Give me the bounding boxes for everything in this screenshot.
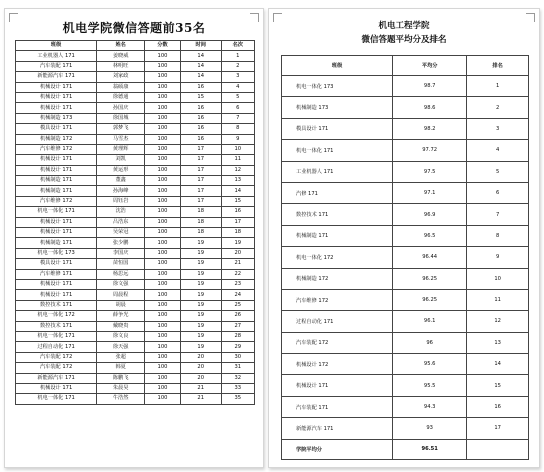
class-cell: 机械设计 171 bbox=[16, 155, 97, 165]
table-row bbox=[16, 155, 255, 165]
rank-cell: 12 bbox=[221, 165, 254, 175]
student-name-cell: 翁硕康 bbox=[97, 82, 145, 92]
time-cell: 19 bbox=[180, 269, 221, 279]
student-name-cell: 杨思远 bbox=[97, 269, 145, 279]
class-cell: 工业机器人 171 bbox=[16, 51, 97, 61]
score-cell: 100 bbox=[145, 196, 181, 206]
rank-cell: 13 bbox=[467, 332, 529, 353]
empty-cell bbox=[467, 439, 529, 459]
student-name-cell: 黄运形 bbox=[97, 165, 145, 175]
average-score-cell: 97.5 bbox=[393, 161, 467, 182]
score-cell: 100 bbox=[145, 342, 181, 352]
rank-cell: 1 bbox=[467, 76, 529, 97]
student-name-cell: 韩夏 bbox=[97, 363, 145, 373]
score-cell: 100 bbox=[145, 331, 181, 341]
time-cell: 20 bbox=[180, 373, 221, 383]
class-cell: 机电一体化 171 bbox=[16, 207, 97, 217]
score-cell: 100 bbox=[145, 311, 181, 321]
score-cell: 100 bbox=[145, 72, 181, 82]
score-cell: 100 bbox=[145, 321, 181, 331]
class-cell: 机械设计 171 bbox=[16, 217, 97, 227]
table-header-row bbox=[16, 41, 255, 51]
class-cell: 模具设计 171 bbox=[16, 259, 97, 269]
table-row bbox=[282, 354, 529, 375]
table-row bbox=[16, 82, 255, 92]
score-cell: 100 bbox=[145, 165, 181, 175]
student-name-cell: 薛争光 bbox=[97, 311, 145, 321]
class-cell: 汽车装配 171 bbox=[282, 396, 393, 417]
table-row bbox=[16, 321, 255, 331]
class-cell: 机械设计 171 bbox=[16, 279, 97, 289]
time-cell: 19 bbox=[180, 300, 221, 310]
student-name-cell: 张超 bbox=[97, 352, 145, 362]
class-cell: 机械设计 171 bbox=[16, 82, 97, 92]
class-cell: 机电一体化 171 bbox=[282, 140, 393, 161]
rank-cell: 23 bbox=[221, 279, 254, 289]
table-row bbox=[282, 332, 529, 353]
rank-cell: 20 bbox=[221, 248, 254, 258]
table-row bbox=[16, 92, 255, 102]
top35-table bbox=[15, 40, 255, 405]
rank-cell: 4 bbox=[467, 140, 529, 161]
time-cell: 17 bbox=[180, 165, 221, 175]
table-row bbox=[16, 248, 255, 258]
table-row bbox=[16, 165, 255, 175]
time-cell: 19 bbox=[180, 279, 221, 289]
table-row bbox=[16, 186, 255, 196]
average-ranking-title: 微信答题平均分及排名 bbox=[361, 35, 447, 45]
class-cell: 汽车装配 171 bbox=[16, 61, 97, 71]
rank-cell: 22 bbox=[221, 269, 254, 279]
class-cell: 工业机器人 171 bbox=[282, 161, 393, 182]
class-cell: 模具设计 171 bbox=[16, 124, 97, 134]
time-cell: 17 bbox=[180, 155, 221, 165]
rank-cell: 33 bbox=[221, 383, 254, 393]
class-cell: 机械设计 171 bbox=[16, 103, 97, 113]
score-cell: 100 bbox=[145, 61, 181, 71]
score-cell: 100 bbox=[145, 300, 181, 310]
table-row bbox=[16, 383, 255, 393]
class-cell: 机械制造 171 bbox=[282, 225, 393, 246]
time-cell: 19 bbox=[180, 321, 221, 331]
college-average-label: 学院平均分 bbox=[282, 439, 393, 459]
rank-cell: 28 bbox=[221, 331, 254, 341]
table-row bbox=[16, 134, 255, 144]
student-name-cell: 张少鹏 bbox=[97, 238, 145, 248]
average-score-cell: 98.6 bbox=[393, 97, 467, 118]
table-row bbox=[16, 363, 255, 373]
time-cell: 16 bbox=[180, 82, 221, 92]
class-cell: 过程自动化 171 bbox=[16, 342, 97, 352]
student-name-cell: 姜晓威 bbox=[97, 51, 145, 61]
rank-cell: 17 bbox=[467, 418, 529, 439]
class-cell: 机械设计 171 bbox=[16, 290, 97, 300]
score-cell: 100 bbox=[145, 82, 181, 92]
score-cell: 100 bbox=[145, 383, 181, 393]
table-row bbox=[282, 311, 529, 332]
student-name-cell: 吴荣冠 bbox=[97, 228, 145, 238]
table-row bbox=[16, 217, 255, 227]
score-cell: 100 bbox=[145, 51, 181, 61]
table-row bbox=[282, 118, 529, 139]
score-cell: 100 bbox=[145, 290, 181, 300]
score-cell: 100 bbox=[145, 259, 181, 269]
score-cell: 100 bbox=[145, 217, 181, 227]
top35-table-wrap bbox=[15, 40, 255, 405]
rank-cell: 21 bbox=[221, 259, 254, 269]
rank-cell: 16 bbox=[221, 207, 254, 217]
class-cell: 机电一体化 171 bbox=[16, 394, 97, 404]
rank-cell: 30 bbox=[221, 352, 254, 362]
score-cell: 100 bbox=[145, 144, 181, 154]
class-cell: 机械设计 171 bbox=[16, 383, 97, 393]
table-row bbox=[282, 375, 529, 396]
average-score-cell: 97.72 bbox=[393, 140, 467, 161]
score-cell: 100 bbox=[145, 186, 181, 196]
rank-cell: 13 bbox=[221, 176, 254, 186]
rank-cell: 35 bbox=[221, 394, 254, 404]
class-cell: 汽车维修 172 bbox=[282, 289, 393, 310]
student-name-cell: 林明旺 bbox=[97, 61, 145, 71]
time-cell: 21 bbox=[180, 394, 221, 404]
class-cell: 机电一体化 171 bbox=[16, 331, 97, 341]
class-cell: 新能源汽车 171 bbox=[16, 72, 97, 82]
student-name-cell: 吕浩东 bbox=[97, 217, 145, 227]
score-cell: 100 bbox=[145, 363, 181, 373]
table-row bbox=[16, 311, 255, 321]
score-cell: 100 bbox=[145, 92, 181, 102]
table-row bbox=[16, 290, 255, 300]
table-row bbox=[282, 204, 529, 225]
college-average-value: 96.51 bbox=[393, 439, 467, 459]
student-name-cell: 沈浩 bbox=[97, 207, 145, 217]
rank-cell: 1 bbox=[221, 51, 254, 61]
table-row bbox=[282, 140, 529, 161]
time-cell: 19 bbox=[180, 259, 221, 269]
time-cell: 19 bbox=[180, 342, 221, 352]
rank-cell: 8 bbox=[221, 124, 254, 134]
score-cell: 100 bbox=[145, 176, 181, 186]
time-cell: 18 bbox=[180, 207, 221, 217]
student-name-cell: 周钰岩 bbox=[97, 196, 145, 206]
header-time-cell: 时间 bbox=[180, 41, 221, 51]
rank-cell: 24 bbox=[221, 290, 254, 300]
student-name-cell: 周晨程 bbox=[97, 290, 145, 300]
time-cell: 18 bbox=[180, 217, 221, 227]
average-score-cell: 96 bbox=[393, 332, 467, 353]
header-class-cell: 班级 bbox=[282, 56, 393, 76]
rank-cell: 3 bbox=[467, 118, 529, 139]
time-cell: 20 bbox=[180, 352, 221, 362]
rank-cell: 6 bbox=[467, 182, 529, 203]
class-cell: 机械设计 171 bbox=[282, 375, 393, 396]
header-class-cell: 班级 bbox=[16, 41, 97, 51]
rank-cell: 14 bbox=[221, 186, 254, 196]
rank-cell: 12 bbox=[467, 311, 529, 332]
table-header-row bbox=[282, 56, 529, 76]
average-score-cell: 94.3 bbox=[393, 396, 467, 417]
table-row bbox=[16, 61, 255, 71]
class-cell: 汽车维修 171 bbox=[16, 269, 97, 279]
header-student-name-cell: 姓名 bbox=[97, 41, 145, 51]
score-cell: 100 bbox=[145, 373, 181, 383]
time-cell: 16 bbox=[180, 134, 221, 144]
class-cell: 数控技术 171 bbox=[282, 204, 393, 225]
time-cell: 15 bbox=[180, 92, 221, 102]
score-cell: 100 bbox=[145, 279, 181, 289]
student-name-cell: 刘家政 bbox=[97, 72, 145, 82]
time-cell: 17 bbox=[180, 176, 221, 186]
score-cell: 100 bbox=[145, 103, 181, 113]
average-score-cell: 96.25 bbox=[393, 289, 467, 310]
table-row bbox=[282, 225, 529, 246]
table-row bbox=[16, 352, 255, 362]
header-rank-cell: 名次 bbox=[221, 41, 254, 51]
time-cell: 18 bbox=[180, 228, 221, 238]
rank-cell: 8 bbox=[467, 225, 529, 246]
table-row bbox=[16, 144, 255, 154]
score-cell: 100 bbox=[145, 207, 181, 217]
class-cell: 汽车装配 172 bbox=[282, 332, 393, 353]
rank-cell: 9 bbox=[221, 134, 254, 144]
rank-cell: 32 bbox=[221, 373, 254, 383]
table-row bbox=[16, 279, 255, 289]
class-cell: 数控技术 171 bbox=[16, 300, 97, 310]
table-row bbox=[282, 289, 529, 310]
score-cell: 100 bbox=[145, 134, 181, 144]
average-score-cell: 96.1 bbox=[393, 311, 467, 332]
student-name-cell: 苗恒国 bbox=[97, 259, 145, 269]
time-cell: 19 bbox=[180, 331, 221, 341]
rank-cell: 11 bbox=[221, 155, 254, 165]
student-name-cell: 郭梦飞 bbox=[97, 124, 145, 134]
right-document-sheet bbox=[268, 8, 540, 468]
table-row bbox=[16, 196, 255, 206]
rank-cell: 19 bbox=[221, 238, 254, 248]
average-score-cell: 98.7 bbox=[393, 76, 467, 97]
rank-cell: 16 bbox=[467, 396, 529, 417]
rank-cell: 7 bbox=[221, 113, 254, 123]
student-name-cell: 董鑫 bbox=[97, 176, 145, 186]
table-row bbox=[16, 300, 255, 310]
rank-cell: 26 bbox=[221, 311, 254, 321]
rank-cell: 31 bbox=[221, 363, 254, 373]
class-cell: 汽车维修 172 bbox=[16, 196, 97, 206]
left-document-sheet bbox=[4, 8, 264, 468]
time-cell: 17 bbox=[180, 186, 221, 196]
average-score-cell: 98.2 bbox=[393, 118, 467, 139]
rank-cell: 27 bbox=[221, 321, 254, 331]
time-cell: 14 bbox=[180, 72, 221, 82]
class-cell: 汽修 171 bbox=[282, 182, 393, 203]
table-row bbox=[16, 373, 255, 383]
score-cell: 100 bbox=[145, 228, 181, 238]
class-cell: 汽车装配 172 bbox=[16, 363, 97, 373]
average-score-cell: 97.1 bbox=[393, 182, 467, 203]
time-cell: 17 bbox=[180, 144, 221, 154]
college-average-row bbox=[282, 439, 529, 459]
rank-cell: 10 bbox=[467, 268, 529, 289]
rank-cell: 5 bbox=[467, 161, 529, 182]
table-row bbox=[282, 182, 529, 203]
score-cell: 100 bbox=[145, 248, 181, 258]
rank-cell: 6 bbox=[221, 103, 254, 113]
class-cell: 机械制造 171 bbox=[16, 176, 97, 186]
rank-cell: 29 bbox=[221, 342, 254, 352]
student-name-cell: 戴晓贵 bbox=[97, 321, 145, 331]
student-name-cell: 孙海峰 bbox=[97, 186, 145, 196]
time-cell: 16 bbox=[180, 124, 221, 134]
class-cell: 机械制造 171 bbox=[16, 238, 97, 248]
class-cell: 机电一体化 172 bbox=[282, 247, 393, 268]
rank-cell: 7 bbox=[467, 204, 529, 225]
rank-cell: 14 bbox=[467, 354, 529, 375]
time-cell: 16 bbox=[180, 103, 221, 113]
class-cell: 机电一体化 173 bbox=[282, 76, 393, 97]
average-table bbox=[281, 55, 529, 460]
average-score-cell: 95.6 bbox=[393, 354, 467, 375]
score-cell: 100 bbox=[145, 238, 181, 248]
table-row bbox=[16, 207, 255, 217]
student-name-cell: 徐文良 bbox=[97, 331, 145, 341]
header-score-cell: 分数 bbox=[145, 41, 181, 51]
time-cell: 20 bbox=[180, 363, 221, 373]
class-cell: 机电一体化 172 bbox=[16, 311, 97, 321]
average-score-cell: 96.44 bbox=[393, 247, 467, 268]
rank-cell: 10 bbox=[221, 144, 254, 154]
class-cell: 机械设计 171 bbox=[16, 165, 97, 175]
table-row bbox=[16, 113, 255, 123]
average-score-cell: 96.9 bbox=[393, 204, 467, 225]
student-name-cell: 徐德通 bbox=[97, 92, 145, 102]
time-cell: 19 bbox=[180, 290, 221, 300]
student-name-cell: 李国庆 bbox=[97, 248, 145, 258]
time-cell: 19 bbox=[180, 311, 221, 321]
class-cell: 新能源汽车 171 bbox=[16, 373, 97, 383]
class-cell: 机电一体化 173 bbox=[16, 248, 97, 258]
time-cell: 16 bbox=[180, 113, 221, 123]
time-cell: 19 bbox=[180, 238, 221, 248]
table-row bbox=[16, 176, 255, 186]
time-cell: 14 bbox=[180, 61, 221, 71]
average-score-cell: 93 bbox=[393, 418, 467, 439]
table-row bbox=[16, 259, 255, 269]
table-row bbox=[16, 124, 255, 134]
table-row bbox=[282, 76, 529, 97]
average-table-wrap bbox=[281, 55, 529, 460]
average-score-cell: 95.5 bbox=[393, 375, 467, 396]
class-cell: 机械制造 173 bbox=[16, 113, 97, 123]
score-cell: 100 bbox=[145, 352, 181, 362]
student-name-cell: 牛浩然 bbox=[97, 394, 145, 404]
table-row bbox=[16, 51, 255, 61]
table-row bbox=[282, 161, 529, 182]
table-row bbox=[16, 331, 255, 341]
student-name-cell: 陈鹏飞 bbox=[97, 373, 145, 383]
class-cell: 模具设计 171 bbox=[282, 118, 393, 139]
student-name-cell: 徐国城 bbox=[97, 113, 145, 123]
rank-cell: 15 bbox=[221, 196, 254, 206]
time-cell: 14 bbox=[180, 51, 221, 61]
class-cell: 机械制造 173 bbox=[282, 97, 393, 118]
student-name-cell: 孙国庆 bbox=[97, 103, 145, 113]
table-row bbox=[282, 247, 529, 268]
class-cell: 机械设计 171 bbox=[16, 228, 97, 238]
time-cell: 21 bbox=[180, 383, 221, 393]
table-row bbox=[16, 228, 255, 238]
class-cell: 过程自动化 171 bbox=[282, 311, 393, 332]
table-row bbox=[16, 342, 255, 352]
class-cell: 汽车装配 172 bbox=[16, 352, 97, 362]
student-name-cell: 徐天强 bbox=[97, 342, 145, 352]
table-row bbox=[16, 103, 255, 113]
class-cell: 机械制造 172 bbox=[16, 134, 97, 144]
table-row bbox=[282, 268, 529, 289]
table-row bbox=[16, 269, 255, 279]
student-name-cell: 胡晨 bbox=[97, 300, 145, 310]
time-cell: 17 bbox=[180, 196, 221, 206]
student-name-cell: 马雪杰 bbox=[97, 134, 145, 144]
rank-cell: 3 bbox=[221, 72, 254, 82]
table-row bbox=[16, 238, 255, 248]
student-name-cell: 刘凯 bbox=[97, 155, 145, 165]
score-cell: 100 bbox=[145, 155, 181, 165]
student-name-cell: 徐文强 bbox=[97, 279, 145, 289]
class-cell: 汽车维修 172 bbox=[16, 144, 97, 154]
score-cell: 100 bbox=[145, 124, 181, 134]
class-cell: 机械设计 171 bbox=[16, 92, 97, 102]
time-cell: 19 bbox=[180, 248, 221, 258]
rank-cell: 17 bbox=[221, 217, 254, 227]
rank-cell: 25 bbox=[221, 300, 254, 310]
rank-cell: 11 bbox=[467, 289, 529, 310]
rank-cell: 9 bbox=[467, 247, 529, 268]
rank-cell: 15 bbox=[467, 375, 529, 396]
score-cell: 100 bbox=[145, 269, 181, 279]
average-score-cell: 96.5 bbox=[393, 225, 467, 246]
class-cell: 新能源汽车 171 bbox=[282, 418, 393, 439]
score-cell: 100 bbox=[145, 394, 181, 404]
rank-cell: 2 bbox=[221, 61, 254, 71]
rank-cell: 2 bbox=[467, 97, 529, 118]
college-title: 机电工程学院 bbox=[378, 21, 430, 31]
table-row bbox=[16, 72, 255, 82]
header-rank-cell: 排名 bbox=[467, 56, 529, 76]
average-score-cell: 96.25 bbox=[393, 268, 467, 289]
rank-cell: 4 bbox=[221, 82, 254, 92]
student-name-cell: 朱晨昊 bbox=[97, 383, 145, 393]
class-cell: 数控技术 171 bbox=[16, 321, 97, 331]
top35-title: 机电学院微信答题前35名 bbox=[62, 21, 206, 35]
class-cell: 机械设计 172 bbox=[282, 354, 393, 375]
class-cell: 机械制造 171 bbox=[16, 186, 97, 196]
student-name-cell: 黄理辉 bbox=[97, 144, 145, 154]
score-cell: 100 bbox=[145, 113, 181, 123]
rank-cell: 18 bbox=[221, 228, 254, 238]
table-row bbox=[282, 418, 529, 439]
header-average-score-cell: 平均分 bbox=[393, 56, 467, 76]
table-row bbox=[282, 396, 529, 417]
table-row bbox=[16, 394, 255, 404]
table-row bbox=[282, 97, 529, 118]
rank-cell: 5 bbox=[221, 92, 254, 102]
class-cell: 机械制造 172 bbox=[282, 268, 393, 289]
